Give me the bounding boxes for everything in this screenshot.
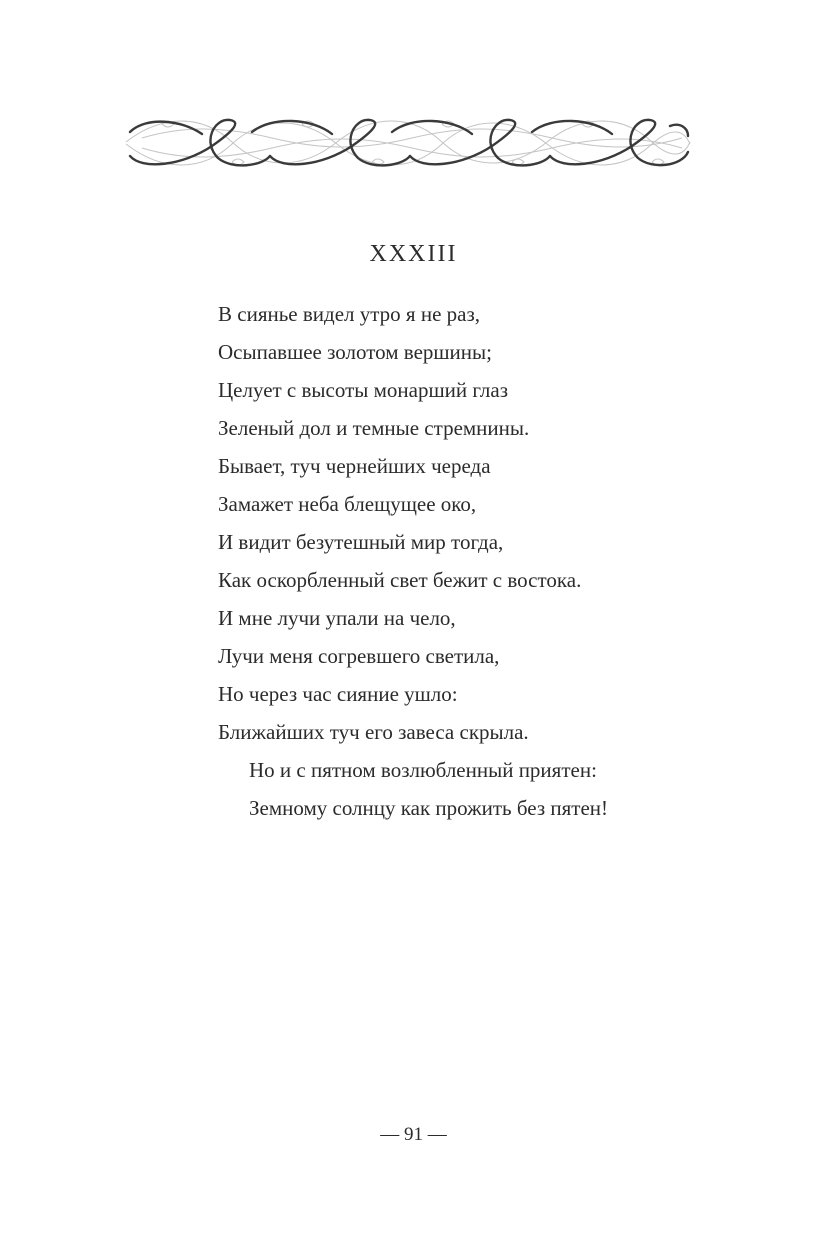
poem-line: Зеленый дол и темные стремнины. xyxy=(218,416,530,440)
poem-line: В сиянье видел утро я не раз, xyxy=(218,302,481,326)
poem-line: И мне лучи упали на чело, xyxy=(218,606,456,630)
page-number: — 91 — xyxy=(380,1124,447,1145)
poem-line: Целует с высоты монарший глаз xyxy=(218,378,509,402)
poem-line: Ближайших туч его завеса скрыла. xyxy=(218,720,529,744)
couplet-line: Земному солнцу как прожить без пятен! xyxy=(249,796,609,820)
poem-line: Замажет неба блещущее око, xyxy=(218,492,477,516)
poem-body xyxy=(218,295,738,827)
poem-line: И видит безутешный мир тогда, xyxy=(218,530,504,554)
poem-line: Осыпавшее золотом вершины; xyxy=(218,340,492,364)
poem-line: Бывает, туч чернейших череда xyxy=(218,454,491,478)
couplet-line: Но и с пятном возлюбленный приятен: xyxy=(249,758,597,782)
poem-line: Как оскорбленный свет бежит с востока. xyxy=(218,568,582,592)
sonnet-number: XXXIII xyxy=(369,241,458,267)
decorative-border-icon xyxy=(122,112,694,174)
poem-line: Но через час сияние ушло: xyxy=(218,682,458,706)
poem-line: Лучи меня согревшего светила, xyxy=(218,644,500,668)
